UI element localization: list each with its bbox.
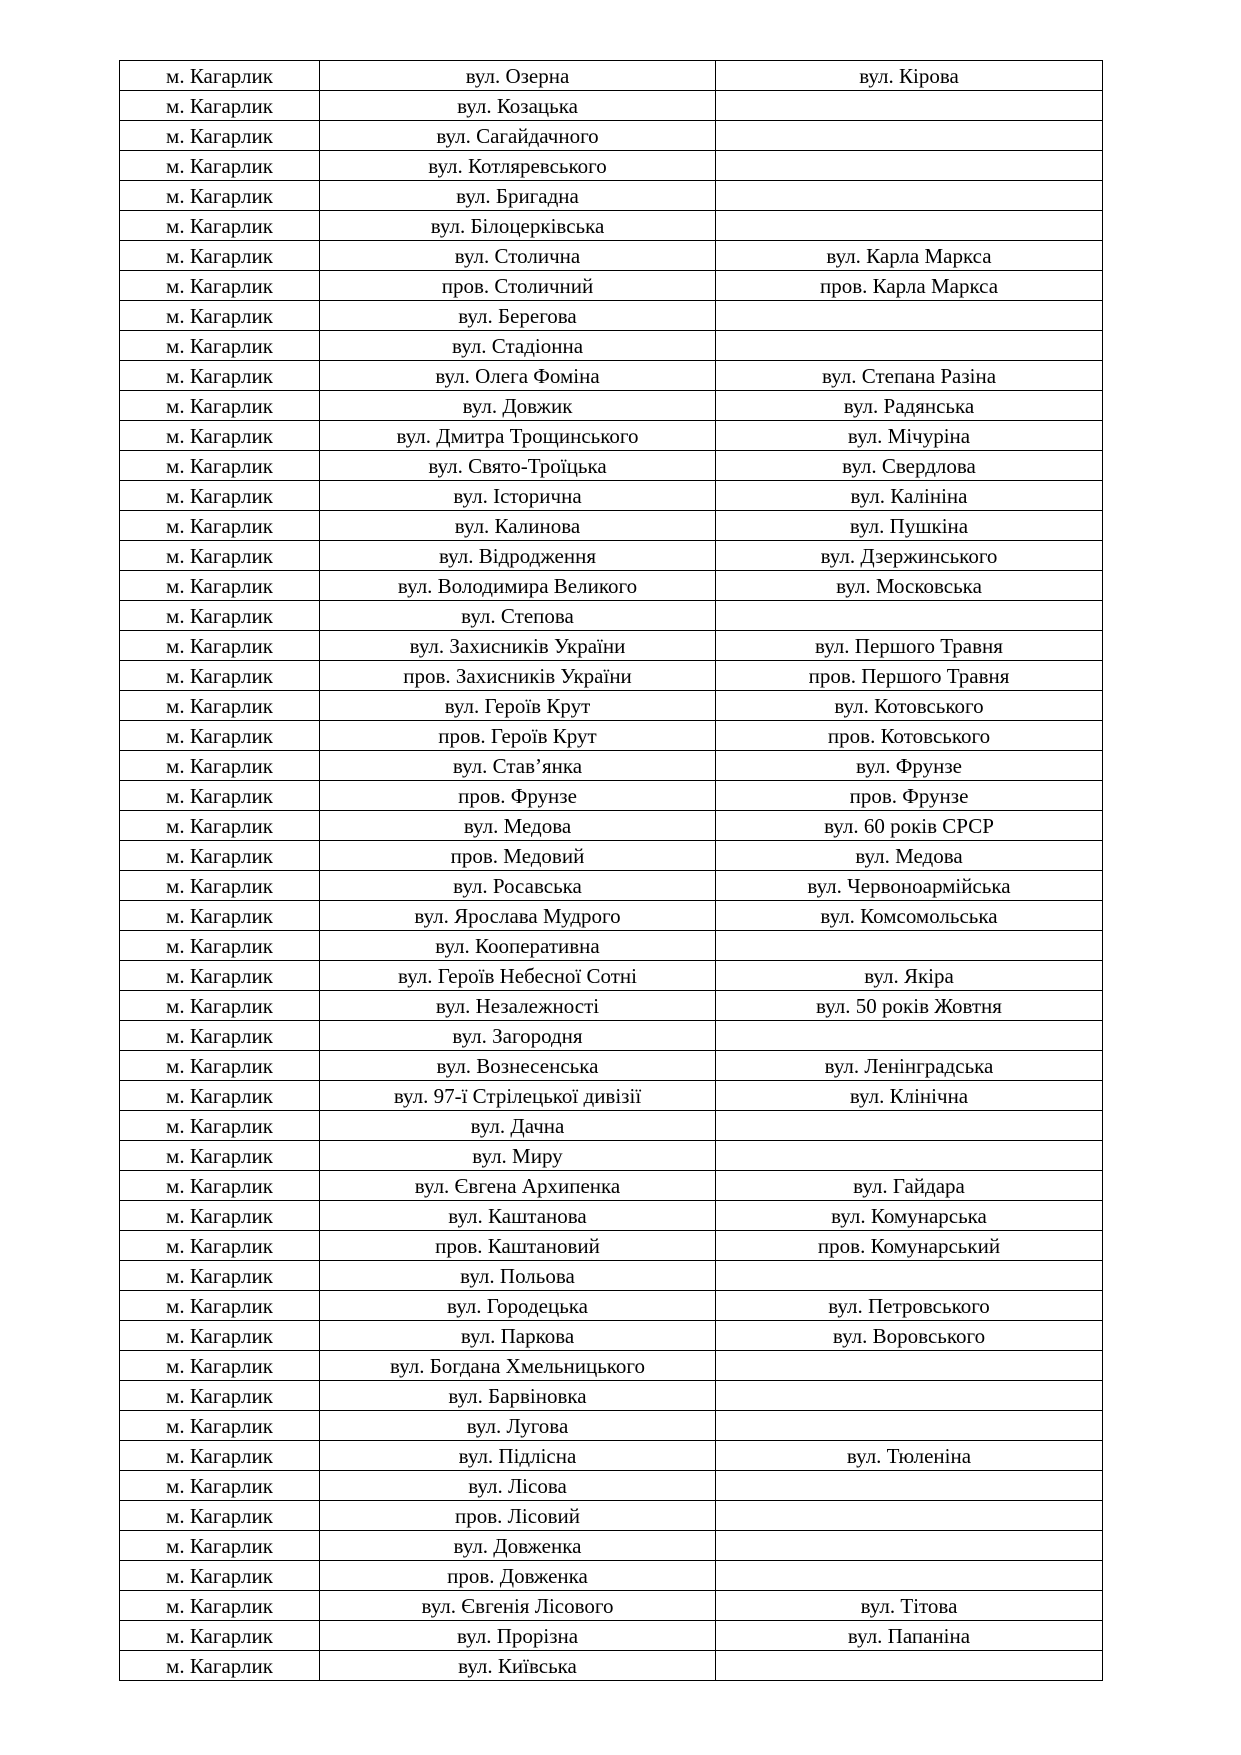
new-street-name-cell: вул. Євгена Архипенка — [320, 1171, 716, 1201]
table-row — [120, 1411, 1103, 1441]
new-street-name-cell: пров. Столичний — [320, 271, 716, 301]
old-street-name-cell: вул. Свердлова — [716, 451, 1103, 481]
new-street-name-cell: пров. Захисників України — [320, 661, 716, 691]
table-row — [120, 961, 1103, 991]
settlement-cell: м. Кагарлик — [120, 361, 320, 391]
new-street-name-cell: вул. Бригадна — [320, 181, 716, 211]
settlement-cell: м. Кагарлик — [120, 481, 320, 511]
new-street-name-cell: вул. Барвіновка — [320, 1381, 716, 1411]
new-street-name-cell: вул. Київська — [320, 1651, 716, 1681]
settlement-cell: м. Кагарлик — [120, 1291, 320, 1321]
new-street-name-cell: вул. Підлісна — [320, 1441, 716, 1471]
old-street-name-cell — [716, 1411, 1103, 1441]
settlement-cell: м. Кагарлик — [120, 181, 320, 211]
old-street-name-cell: вул. Клінічна — [716, 1081, 1103, 1111]
old-street-name-cell: пров. Фрунзе — [716, 781, 1103, 811]
settlement-cell: м. Кагарлик — [120, 571, 320, 601]
old-street-name-cell: вул. Медова — [716, 841, 1103, 871]
old-street-name-cell: вул. Комунарська — [716, 1201, 1103, 1231]
new-street-name-cell: вул. Озерна — [320, 61, 716, 91]
new-street-name-cell: вул. Відродження — [320, 541, 716, 571]
table-row — [120, 1441, 1103, 1471]
table-row — [120, 1381, 1103, 1411]
table-row — [120, 811, 1103, 841]
old-street-name-cell — [716, 331, 1103, 361]
settlement-cell: м. Кагарлик — [120, 751, 320, 781]
new-street-name-cell: пров. Медовий — [320, 841, 716, 871]
old-street-name-cell: вул. Воровського — [716, 1321, 1103, 1351]
new-street-name-cell: вул. 97-ї Стрілецької дивізії — [320, 1081, 716, 1111]
old-street-name-cell: вул. Папаніна — [716, 1621, 1103, 1651]
old-street-name-cell: вул. 50 років Жовтня — [716, 991, 1103, 1021]
settlement-cell: м. Кагарлик — [120, 301, 320, 331]
new-street-name-cell: вул. Котляревського — [320, 151, 716, 181]
new-street-name-cell: пров. Лісовий — [320, 1501, 716, 1531]
table-row — [120, 1111, 1103, 1141]
new-street-name-cell: вул. Паркова — [320, 1321, 716, 1351]
table-row — [120, 1021, 1103, 1051]
new-street-name-cell: вул. Прорізна — [320, 1621, 716, 1651]
old-street-name-cell: пров. Карла Маркса — [716, 271, 1103, 301]
table-row — [120, 751, 1103, 781]
settlement-cell: м. Кагарлик — [120, 1081, 320, 1111]
old-street-name-cell — [716, 151, 1103, 181]
settlement-cell: м. Кагарлик — [120, 721, 320, 751]
settlement-cell: м. Кагарлик — [120, 1321, 320, 1351]
settlement-cell: м. Кагарлик — [120, 901, 320, 931]
settlement-cell: м. Кагарлик — [120, 451, 320, 481]
settlement-cell: м. Кагарлик — [120, 1381, 320, 1411]
new-street-name-cell: вул. Захисників України — [320, 631, 716, 661]
table-row — [120, 1261, 1103, 1291]
table-row — [120, 781, 1103, 811]
table-row — [120, 631, 1103, 661]
table-row — [120, 691, 1103, 721]
table-row — [120, 1231, 1103, 1261]
old-street-name-cell: вул. Дзержинського — [716, 541, 1103, 571]
table-row — [120, 91, 1103, 121]
table-row — [120, 841, 1103, 871]
settlement-cell: м. Кагарлик — [120, 1651, 320, 1681]
table-row — [120, 151, 1103, 181]
table-row — [120, 1141, 1103, 1171]
table-row — [120, 871, 1103, 901]
table-row — [120, 901, 1103, 931]
old-street-name-cell — [716, 181, 1103, 211]
settlement-cell: м. Кагарлик — [120, 931, 320, 961]
old-street-name-cell — [716, 931, 1103, 961]
settlement-cell: м. Кагарлик — [120, 1501, 320, 1531]
settlement-cell: м. Кагарлик — [120, 691, 320, 721]
new-street-name-cell: вул. Польова — [320, 1261, 716, 1291]
old-street-name-cell — [716, 1111, 1103, 1141]
new-street-name-cell: вул. Став’янка — [320, 751, 716, 781]
table-row — [120, 361, 1103, 391]
old-street-name-cell — [716, 1531, 1103, 1561]
settlement-cell: м. Кагарлик — [120, 1621, 320, 1651]
old-street-name-cell: пров. Котовського — [716, 721, 1103, 751]
table-row — [120, 1321, 1103, 1351]
table-row — [120, 61, 1103, 91]
old-street-name-cell: вул. Карла Маркса — [716, 241, 1103, 271]
table-row — [120, 301, 1103, 331]
settlement-cell: м. Кагарлик — [120, 1591, 320, 1621]
settlement-cell: м. Кагарлик — [120, 1561, 320, 1591]
old-street-name-cell: вул. Пушкіна — [716, 511, 1103, 541]
settlement-cell: м. Кагарлик — [120, 151, 320, 181]
old-street-name-cell — [716, 211, 1103, 241]
old-street-name-cell — [716, 1561, 1103, 1591]
table-row — [120, 1081, 1103, 1111]
old-street-name-cell: вул. Радянська — [716, 391, 1103, 421]
old-street-name-cell: вул. Мічуріна — [716, 421, 1103, 451]
settlement-cell: м. Кагарлик — [120, 1441, 320, 1471]
old-street-name-cell: вул. Червоноармійська — [716, 871, 1103, 901]
old-street-name-cell: вул. Якіра — [716, 961, 1103, 991]
settlement-cell: м. Кагарлик — [120, 1351, 320, 1381]
old-street-name-cell: вул. Ленінградська — [716, 1051, 1103, 1081]
old-street-name-cell — [716, 1261, 1103, 1291]
old-street-name-cell: вул. 60 років СРСР — [716, 811, 1103, 841]
table-row — [120, 451, 1103, 481]
table-row — [120, 391, 1103, 421]
new-street-name-cell: пров. Довженка — [320, 1561, 716, 1591]
settlement-cell: м. Кагарлик — [120, 391, 320, 421]
settlement-cell: м. Кагарлик — [120, 661, 320, 691]
old-street-name-cell: вул. Степана Разіна — [716, 361, 1103, 391]
new-street-name-cell: вул. Вознесенська — [320, 1051, 716, 1081]
settlement-cell: м. Кагарлик — [120, 421, 320, 451]
old-street-name-cell — [716, 1651, 1103, 1681]
new-street-name-cell: вул. Лісова — [320, 1471, 716, 1501]
settlement-cell: м. Кагарлик — [120, 991, 320, 1021]
table-row — [120, 1201, 1103, 1231]
table-row — [120, 1591, 1103, 1621]
new-street-name-cell: вул. Козацька — [320, 91, 716, 121]
new-street-name-cell: вул. Незалежності — [320, 991, 716, 1021]
new-street-name-cell: вул. Загородня — [320, 1021, 716, 1051]
table-row — [120, 481, 1103, 511]
settlement-cell: м. Кагарлик — [120, 1111, 320, 1141]
table-row — [120, 1531, 1103, 1561]
table-row — [120, 661, 1103, 691]
settlement-cell: м. Кагарлик — [120, 1471, 320, 1501]
new-street-name-cell: вул. Білоцерківська — [320, 211, 716, 241]
old-street-name-cell: вул. Котовського — [716, 691, 1103, 721]
street-renaming-table — [119, 60, 1103, 1681]
old-street-name-cell: вул. Калініна — [716, 481, 1103, 511]
new-street-name-cell: вул. Степова — [320, 601, 716, 631]
table-row — [120, 121, 1103, 151]
old-street-name-cell — [716, 1021, 1103, 1051]
new-street-name-cell: вул. Богдана Хмельницького — [320, 1351, 716, 1381]
new-street-name-cell: вул. Каштанова — [320, 1201, 716, 1231]
old-street-name-cell — [716, 301, 1103, 331]
settlement-cell: м. Кагарлик — [120, 541, 320, 571]
new-street-name-cell: вул. Лугова — [320, 1411, 716, 1441]
table-row — [120, 1561, 1103, 1591]
new-street-name-cell: вул. Росавська — [320, 871, 716, 901]
old-street-name-cell: вул. Комсомольська — [716, 901, 1103, 931]
settlement-cell: м. Кагарлик — [120, 211, 320, 241]
new-street-name-cell: вул. Довженка — [320, 1531, 716, 1561]
settlement-cell: м. Кагарлик — [120, 631, 320, 661]
new-street-name-cell: вул. Городецька — [320, 1291, 716, 1321]
settlement-cell: м. Кагарлик — [120, 601, 320, 631]
old-street-name-cell: вул. Тюленіна — [716, 1441, 1103, 1471]
settlement-cell: м. Кагарлик — [120, 241, 320, 271]
new-street-name-cell: вул. Героїв Небесної Сотні — [320, 961, 716, 991]
table-row — [120, 1171, 1103, 1201]
settlement-cell: м. Кагарлик — [120, 781, 320, 811]
old-street-name-cell — [716, 1381, 1103, 1411]
table-body — [120, 61, 1103, 1681]
new-street-name-cell: вул. Олега Фоміна — [320, 361, 716, 391]
old-street-name-cell: пров. Комунарський — [716, 1231, 1103, 1261]
table-row — [120, 931, 1103, 961]
new-street-name-cell: вул. Сагайдачного — [320, 121, 716, 151]
table-row — [120, 211, 1103, 241]
old-street-name-cell — [716, 91, 1103, 121]
old-street-name-cell: вул. Петровського — [716, 1291, 1103, 1321]
settlement-cell: м. Кагарлик — [120, 331, 320, 361]
table-row — [120, 1351, 1103, 1381]
settlement-cell: м. Кагарлик — [120, 871, 320, 901]
new-street-name-cell: вул. Історична — [320, 481, 716, 511]
table-row — [120, 421, 1103, 451]
settlement-cell: м. Кагарлик — [120, 841, 320, 871]
settlement-cell: м. Кагарлик — [120, 1141, 320, 1171]
old-street-name-cell — [716, 1351, 1103, 1381]
settlement-cell: м. Кагарлик — [120, 91, 320, 121]
old-street-name-cell: вул. Московська — [716, 571, 1103, 601]
table-row — [120, 241, 1103, 271]
settlement-cell: м. Кагарлик — [120, 1051, 320, 1081]
old-street-name-cell: вул. Першого Травня — [716, 631, 1103, 661]
table-row — [120, 511, 1103, 541]
table-row — [120, 571, 1103, 601]
old-street-name-cell — [716, 121, 1103, 151]
settlement-cell: м. Кагарлик — [120, 1231, 320, 1261]
new-street-name-cell: вул. Медова — [320, 811, 716, 841]
old-street-name-cell — [716, 601, 1103, 631]
settlement-cell: м. Кагарлик — [120, 1201, 320, 1231]
settlement-cell: м. Кагарлик — [120, 1171, 320, 1201]
table-row — [120, 1621, 1103, 1651]
table-row — [120, 1051, 1103, 1081]
new-street-name-cell: вул. Берегова — [320, 301, 716, 331]
new-street-name-cell: вул. Кооперативна — [320, 931, 716, 961]
settlement-cell: м. Кагарлик — [120, 1531, 320, 1561]
table-row — [120, 181, 1103, 211]
new-street-name-cell: вул. Столична — [320, 241, 716, 271]
table-row — [120, 1291, 1103, 1321]
table-row — [120, 601, 1103, 631]
new-street-name-cell: вул. Ярослава Мудрого — [320, 901, 716, 931]
table-row — [120, 1471, 1103, 1501]
new-street-name-cell: вул. Довжик — [320, 391, 716, 421]
new-street-name-cell: вул. Стадіонна — [320, 331, 716, 361]
old-street-name-cell — [716, 1141, 1103, 1171]
old-street-name-cell — [716, 1501, 1103, 1531]
new-street-name-cell: вул. Миру — [320, 1141, 716, 1171]
table-row — [120, 271, 1103, 301]
old-street-name-cell: вул. Кірова — [716, 61, 1103, 91]
old-street-name-cell: вул. Фрунзе — [716, 751, 1103, 781]
new-street-name-cell: пров. Каштановий — [320, 1231, 716, 1261]
old-street-name-cell: вул. Тітова — [716, 1591, 1103, 1621]
settlement-cell: м. Кагарлик — [120, 1411, 320, 1441]
new-street-name-cell: вул. Свято-Троїцька — [320, 451, 716, 481]
old-street-name-cell: пров. Першого Травня — [716, 661, 1103, 691]
settlement-cell: м. Кагарлик — [120, 121, 320, 151]
settlement-cell: м. Кагарлик — [120, 961, 320, 991]
table-row — [120, 541, 1103, 571]
new-street-name-cell: вул. Володимира Великого — [320, 571, 716, 601]
settlement-cell: м. Кагарлик — [120, 511, 320, 541]
settlement-cell: м. Кагарлик — [120, 271, 320, 301]
new-street-name-cell: вул. Євгенія Лісового — [320, 1591, 716, 1621]
settlement-cell: м. Кагарлик — [120, 1261, 320, 1291]
new-street-name-cell: вул. Дачна — [320, 1111, 716, 1141]
table-row — [120, 991, 1103, 1021]
new-street-name-cell: вул. Дмитра Трощинського — [320, 421, 716, 451]
old-street-name-cell — [716, 1471, 1103, 1501]
table-row — [120, 1501, 1103, 1531]
new-street-name-cell: вул. Героїв Крут — [320, 691, 716, 721]
old-street-name-cell: вул. Гайдара — [716, 1171, 1103, 1201]
new-street-name-cell: пров. Фрунзе — [320, 781, 716, 811]
table-row — [120, 1651, 1103, 1681]
settlement-cell: м. Кагарлик — [120, 811, 320, 841]
settlement-cell: м. Кагарлик — [120, 61, 320, 91]
new-street-name-cell: вул. Калинова — [320, 511, 716, 541]
table-row — [120, 721, 1103, 751]
table-row — [120, 331, 1103, 361]
settlement-cell: м. Кагарлик — [120, 1021, 320, 1051]
new-street-name-cell: пров. Героїв Крут — [320, 721, 716, 751]
